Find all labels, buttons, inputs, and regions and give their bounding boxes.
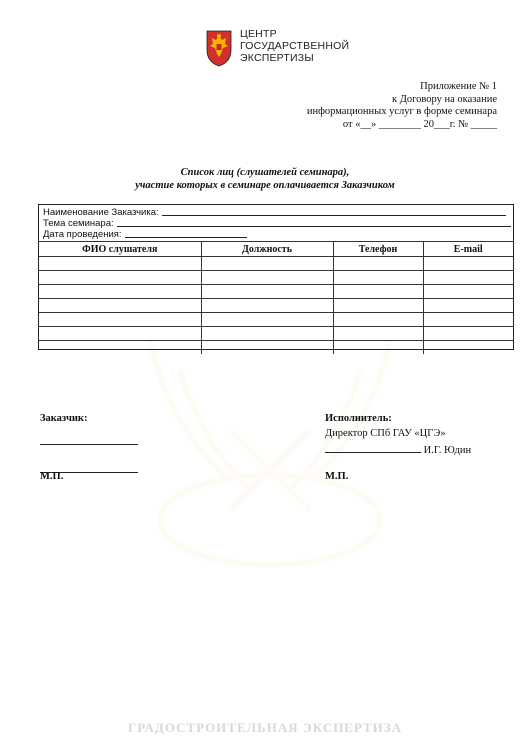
table-cell[interactable] [333, 313, 423, 327]
table-cell[interactable] [39, 257, 201, 271]
customer-heading: Заказчик: [40, 413, 88, 424]
table-cell[interactable] [423, 327, 513, 341]
table-cell[interactable] [333, 341, 423, 355]
table-row [39, 313, 513, 327]
logo-line: ГОСУДАРСТВЕННОЙ [240, 40, 350, 52]
table-cell[interactable] [423, 271, 513, 285]
contractor-signature-line[interactable] [325, 452, 421, 453]
table-cell[interactable] [423, 285, 513, 299]
customer-name-line[interactable] [162, 215, 506, 216]
table-cell[interactable] [201, 257, 333, 271]
appendix-service-type: информационных услуг в форме семинара [306, 106, 497, 117]
table-cell[interactable] [201, 271, 333, 285]
title-line: Список лиц (слушателей семинара), [180, 167, 350, 178]
logo-wordmark [240, 28, 349, 64]
participants-form [38, 204, 514, 350]
contractor-signature-block [325, 413, 471, 457]
logo-line: ЦЕНТР [240, 28, 277, 40]
column-header-position: Должность [201, 242, 333, 257]
contractor-heading: Исполнитель: [325, 413, 392, 424]
logo-line: ЭКСПЕРТИЗЫ [240, 52, 314, 64]
coat-of-arms-icon [204, 28, 234, 68]
table-row [39, 327, 513, 341]
column-header-phone: Телефон [333, 242, 423, 257]
contractor-position: Директор СПб ГАУ «ЦГЭ» [325, 428, 446, 439]
table-row [39, 285, 513, 299]
watermark-text: ГРАДОСТРОИТЕЛЬНАЯ ЭКСПЕРТИЗА [128, 720, 403, 735]
table-cell[interactable] [201, 299, 333, 313]
table-cell[interactable] [423, 313, 513, 327]
appendix-header [307, 81, 497, 131]
table-row [39, 271, 513, 285]
table-row [39, 257, 513, 271]
table-cell[interactable] [333, 285, 423, 299]
contractor-stamp-label: М.П. [325, 471, 349, 482]
table-cell[interactable] [201, 327, 333, 341]
column-header-email: E-mail [423, 242, 513, 257]
seminar-topic-line[interactable] [117, 226, 511, 227]
table-cell[interactable] [333, 299, 423, 313]
seminar-topic-field[interactable] [43, 218, 511, 229]
table-cell[interactable] [423, 257, 513, 271]
table-cell[interactable] [333, 327, 423, 341]
column-header-name: ФИО слушателя [39, 242, 201, 257]
table-cell[interactable] [39, 313, 201, 327]
appendix-contract-ref: к Договору на оказание [391, 93, 497, 105]
table-cell[interactable] [39, 285, 201, 299]
seminar-date-line[interactable] [125, 237, 247, 238]
table-row [39, 299, 513, 313]
customer-name-label: Наименование Заказчика: [43, 207, 159, 218]
table-cell[interactable] [201, 285, 333, 299]
document-title [0, 167, 530, 192]
seminar-date-field[interactable] [43, 229, 247, 240]
table-row [39, 341, 513, 355]
table-cell[interactable] [333, 257, 423, 271]
table-cell[interactable] [423, 341, 513, 355]
seminar-topic-label: Тема семинара: [43, 218, 114, 229]
organization-logo [204, 28, 349, 68]
table-cell[interactable] [39, 327, 201, 341]
customer-stamp-label: М.П. [40, 471, 64, 482]
contractor-name: И.Г. Юдин [423, 445, 472, 456]
table-cell[interactable] [333, 271, 423, 285]
table-cell[interactable] [39, 271, 201, 285]
customer-name-field[interactable] [43, 207, 506, 218]
table-header-row [39, 242, 513, 257]
title-line: участие которых в семинаре оплачивается Заказчиком [135, 179, 395, 191]
customer-signature-line[interactable] [40, 444, 138, 445]
table-cell[interactable] [423, 299, 513, 313]
table-cell[interactable] [201, 313, 333, 327]
table-cell[interactable] [201, 341, 333, 355]
appendix-number: Приложение № 1 [420, 81, 497, 92]
appendix-date-number: от «__» ________ 20___г. № _____ [342, 118, 497, 130]
table-cell[interactable] [39, 341, 201, 355]
participants-table [39, 241, 513, 354]
table-cell[interactable] [39, 299, 201, 313]
seminar-date-label: Дата проведения: [43, 229, 122, 240]
customer-signature-block [40, 413, 138, 477]
